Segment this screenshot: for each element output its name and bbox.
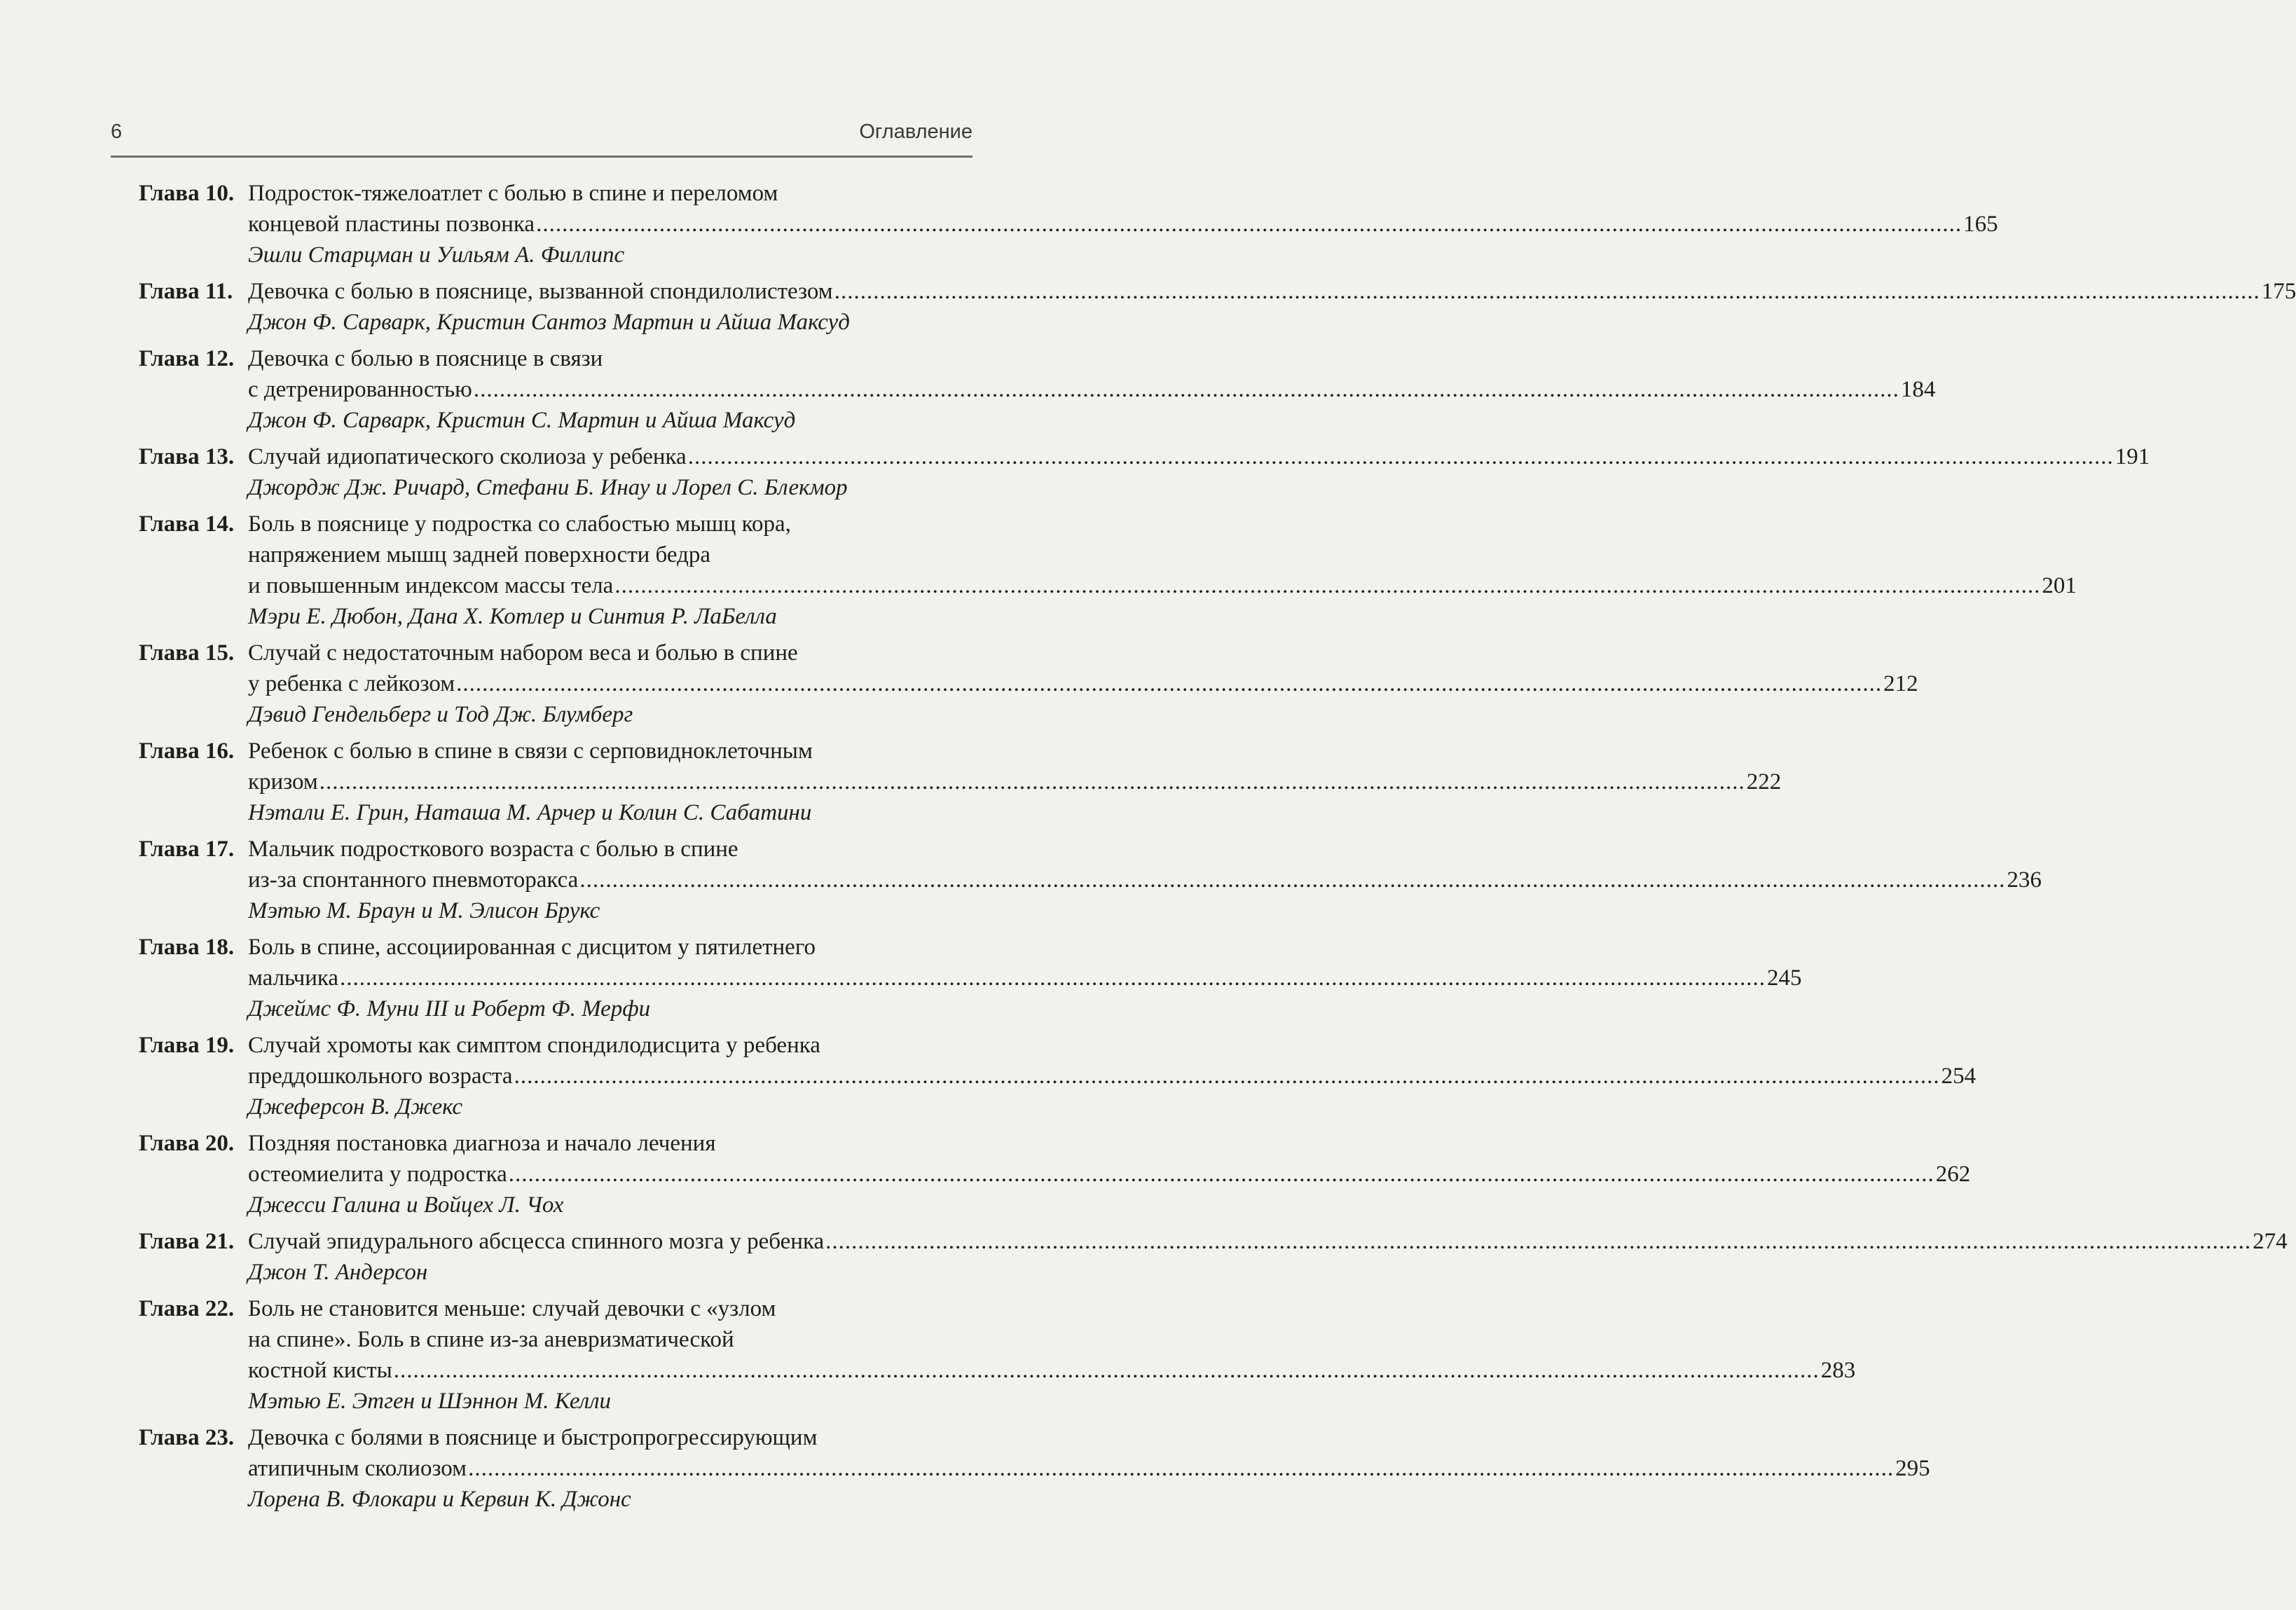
chapter-title-text: преддошкольного возраста — [248, 1064, 513, 1089]
chapter-body — [248, 834, 2042, 926]
toc-entry[interactable] — [139, 509, 2077, 632]
toc-entry[interactable] — [139, 638, 1918, 730]
dot-leader: ............................................................................................................................................................................................................................ — [687, 444, 2114, 469]
toc-entry[interactable] — [139, 343, 1936, 436]
toc-entry[interactable] — [139, 932, 1802, 1024]
chapter-title-text: мальчика — [248, 965, 339, 991]
chapter-authors: Джесси Галина и Войцех Л. Чох — [248, 1192, 564, 1218]
chapter-title-last-line — [248, 276, 2296, 307]
chapter-label: Глава 18. — [139, 935, 235, 960]
toc-entry[interactable] — [139, 834, 2042, 926]
toc-entry[interactable] — [139, 441, 2150, 503]
chapter-page-number: 236 — [2007, 867, 2042, 893]
dot-leader: ............................................................................................................................................................................................................................ — [319, 769, 1745, 794]
chapter-title-text: кризом — [248, 769, 318, 794]
chapter-body — [248, 736, 1782, 828]
chapter-page-number: 191 — [2115, 444, 2150, 469]
dot-leader: ............................................................................................................................................................................................................................ — [579, 867, 2006, 893]
chapter-title-line: на спине». Боль в спине из-за аневризматической — [248, 1327, 734, 1352]
chapter-title-text: атипичным сколиозом — [248, 1456, 467, 1481]
chapter-title-last-line — [248, 668, 1918, 699]
chapter-page-number: 212 — [1883, 671, 1918, 696]
chapter-authors: Дэвид Гендельберг и Тод Дж. Блумберг — [248, 702, 633, 727]
chapter-body — [248, 178, 1998, 270]
chapter-page-number: 262 — [1935, 1162, 1971, 1187]
dot-leader: ............................................................................................................................................................................................................................ — [393, 1358, 1820, 1383]
chapter-body — [248, 1128, 1971, 1220]
chapter-title-text: и повышенным индексом массы тела — [248, 573, 614, 598]
chapter-title-text: костной кисты — [248, 1358, 392, 1383]
dot-leader: ............................................................................................................................................................................................................................ — [614, 573, 2041, 598]
chapter-authors: Нэтали Е. Грин, Наташа М. Арчер и Колин С. Сабатини — [248, 800, 812, 825]
chapter-body — [248, 1226, 2288, 1288]
chapter-title-last-line — [248, 209, 1998, 240]
chapter-page-number: 175 — [2261, 279, 2296, 304]
chapter-title-last-line — [248, 1453, 1930, 1484]
chapter-title-last-line — [248, 441, 2150, 472]
chapter-authors: Джон Т. Андерсон — [248, 1260, 428, 1285]
chapter-title-text: концевой пластины позвонка — [248, 212, 535, 237]
chapter-label: Глава 13. — [139, 444, 235, 469]
dot-leader: ............................................................................................................................................................................................................................ — [536, 212, 1962, 237]
dot-leader: ............................................................................................................................................................................................................................ — [514, 1064, 1940, 1089]
chapter-label: Глава 10. — [139, 181, 235, 206]
chapter-page-number: 222 — [1746, 769, 1782, 794]
chapter-page-number: 254 — [1941, 1064, 1977, 1089]
chapter-authors: Джон Ф. Сарварк, Кристин С. Мартин и Айша Максуд — [248, 408, 796, 433]
chapter-title-text: с детренированностью — [248, 377, 472, 402]
chapter-title-text: Случай эпидурального абсцесса спинного мозга у ребенка — [248, 1229, 825, 1254]
chapter-title-text: Случай идиопатического сколиоза у ребенка — [248, 444, 687, 469]
page-number: 6 — [111, 121, 123, 143]
chapter-title-text: остеомиелита у подростка — [248, 1162, 507, 1187]
chapter-page-number: 295 — [1895, 1456, 1930, 1481]
dot-leader: ............................................................................................................................................................................................................................ — [340, 965, 1766, 991]
chapter-label: Глава 15. — [139, 640, 235, 666]
chapter-title-line: напряжением мышц задней поверхности бедра — [248, 542, 711, 567]
running-header — [111, 121, 972, 144]
dot-leader: ............................................................................................................................................................................................................................ — [508, 1162, 1934, 1187]
chapter-body — [248, 441, 2150, 503]
chapter-authors: Мэтью М. Браун и М. Элисон Брукс — [248, 898, 600, 923]
dot-leader: ............................................................................................................................................................................................................................ — [473, 377, 1899, 402]
chapter-title-text: у ребенка с лейкозом — [248, 671, 455, 696]
chapter-label: Глава 23. — [139, 1425, 235, 1450]
dot-leader: ............................................................................................................................................................................................................................ — [456, 671, 1883, 696]
chapter-authors: Мэри Е. Дюбон, Дана Х. Котлер и Синтия Р. ЛаБелла — [248, 604, 777, 629]
chapter-authors: Джеферсон В. Джекс — [248, 1094, 462, 1120]
chapter-title-line: Боль в пояснице у подростка со слабостью мышц кора, — [248, 511, 791, 537]
table-of-contents — [139, 178, 2296, 1520]
chapter-title-line: Ребенок с болью в спине в связи с серповидноклеточным — [248, 738, 813, 764]
section-title: Оглавление — [859, 121, 972, 143]
chapter-label: Глава 20. — [139, 1131, 235, 1156]
chapter-title-last-line — [248, 1061, 1977, 1092]
chapter-label: Глава 21. — [139, 1229, 235, 1254]
chapter-title-last-line — [248, 1355, 1856, 1386]
chapter-authors: Лорена В. Флокари и Кервин К. Джонс — [248, 1487, 631, 1512]
chapter-label: Глава 22. — [139, 1296, 235, 1321]
chapter-title-line: Боль в спине, ассоциированная с дисцитом у пятилетнего — [248, 935, 816, 960]
toc-entry[interactable] — [139, 1128, 1971, 1220]
chapter-authors: Джеймс Ф. Муни III и Роберт Ф. Мерфи — [248, 996, 651, 1021]
chapter-label: Глава 19. — [139, 1033, 235, 1058]
chapter-title-line: Мальчик подросткового возраста с болью в спине — [248, 837, 738, 862]
toc-entry[interactable] — [139, 276, 2296, 338]
chapter-body — [248, 1030, 1977, 1122]
chapter-title-line: Случай с недостаточным набором веса и болью в спине — [248, 640, 798, 666]
chapter-title-line: Поздняя постановка диагноза и начало лечения — [248, 1131, 716, 1156]
chapter-title-line: Девочка с болью в пояснице в связи — [248, 346, 603, 371]
chapter-page-number: 201 — [2042, 573, 2077, 598]
toc-entry[interactable] — [139, 178, 1998, 270]
chapter-page-number: 283 — [1820, 1358, 1856, 1383]
chapter-title-last-line — [248, 374, 1936, 405]
dot-leader: ............................................................................................................................................................................................................................ — [825, 1229, 2252, 1254]
chapter-body — [248, 638, 1918, 730]
chapter-title-text: из-за спонтанного пневмоторакса — [248, 867, 579, 893]
chapter-title-last-line — [248, 1159, 1971, 1190]
chapter-title-line: Девочка с болями в пояснице и быстропрогрессирующим — [248, 1425, 818, 1450]
dot-leader: ............................................................................................................................................................................................................................ — [468, 1456, 1895, 1481]
dot-leader: ............................................................................................................................................................................................................................ — [834, 279, 2260, 304]
header-rule — [111, 156, 972, 158]
chapter-authors: Эшли Старцман и Уильям А. Филлипс — [248, 242, 625, 268]
chapter-title-last-line — [248, 963, 1802, 993]
chapter-title-line: Подросток-тяжелоатлет с болью в спине и переломом — [248, 181, 778, 206]
chapter-body — [248, 276, 2296, 338]
chapter-title-last-line — [248, 865, 2042, 895]
chapter-title-last-line — [248, 1226, 2288, 1257]
chapter-page-number: 184 — [1900, 377, 1936, 402]
chapter-authors: Мэтью Е. Этген и Шэннон М. Келли — [248, 1389, 611, 1414]
chapter-page-number: 165 — [1963, 212, 1998, 237]
chapter-authors: Джордж Дж. Ричард, Стефани Б. Инау и Лорел С. Блекмор — [248, 475, 848, 500]
toc-entry[interactable] — [139, 736, 1782, 828]
toc-entry[interactable] — [139, 1293, 1856, 1417]
chapter-body — [248, 932, 1802, 1024]
chapter-title-text: Девочка с болью в пояснице, вызванной спондилолистезом — [248, 279, 833, 304]
chapter-label: Глава 16. — [139, 738, 235, 764]
chapter-body — [248, 1293, 1856, 1417]
chapter-title-last-line — [248, 570, 2077, 601]
chapter-label: Глава 17. — [139, 837, 235, 862]
chapter-title-line: Боль не становится меньше: случай девочки с «узлом — [248, 1296, 776, 1321]
chapter-body — [248, 509, 2077, 632]
chapter-label: Глава 11. — [139, 279, 233, 304]
chapter-label: Глава 12. — [139, 346, 235, 371]
toc-entry[interactable] — [139, 1422, 1930, 1515]
chapter-body — [248, 1422, 1930, 1515]
toc-entry[interactable] — [139, 1226, 2288, 1288]
chapter-title-last-line — [248, 766, 1782, 797]
chapter-label: Глава 14. — [139, 511, 235, 537]
chapter-body — [248, 343, 1936, 436]
chapter-page-number: 245 — [1767, 965, 1802, 991]
toc-entry[interactable] — [139, 1030, 1977, 1122]
chapter-authors: Джон Ф. Сарварк, Кристин Сантоз Мартин и Айша Максуд — [248, 310, 850, 335]
chapter-title-line: Случай хромоты как симптом спондилодисцита у ребенка — [248, 1033, 820, 1058]
chapter-page-number: 274 — [2253, 1229, 2288, 1254]
